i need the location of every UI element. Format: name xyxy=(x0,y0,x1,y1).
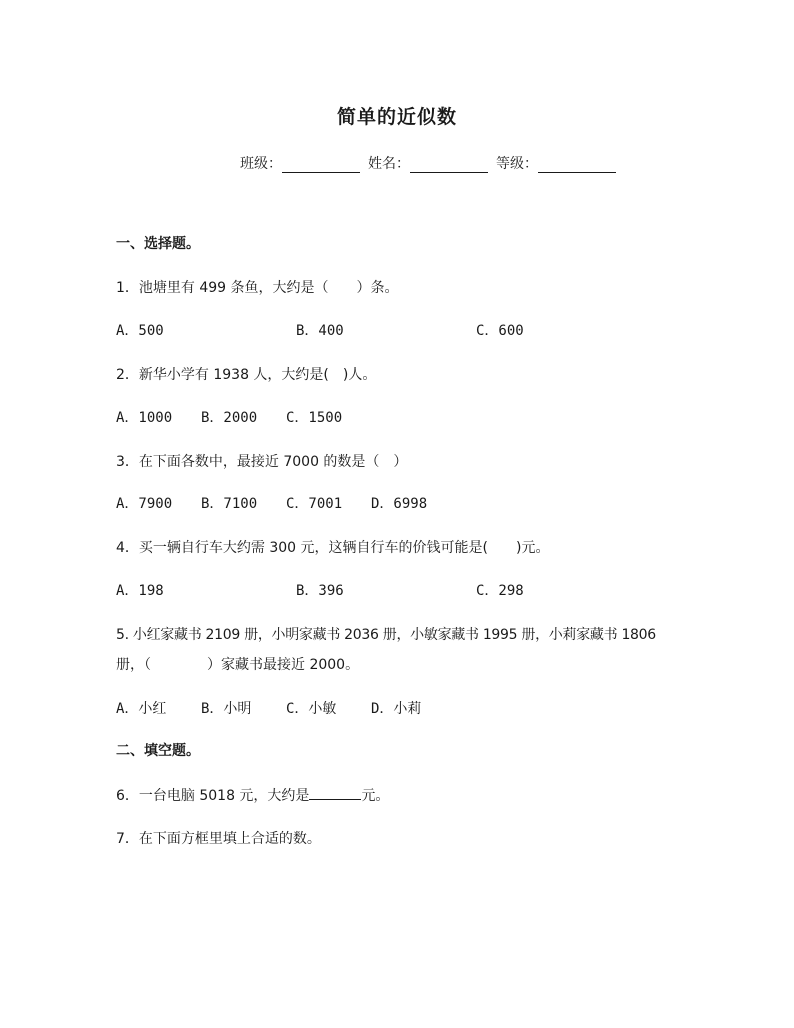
name-label: 姓名： xyxy=(368,156,410,172)
question-1: 1．池塘里有 499 条鱼，大约是（ ）条。 xyxy=(116,280,399,296)
grade-blank[interactable] xyxy=(538,156,616,173)
q5-option-a: A．小红 xyxy=(116,701,167,717)
question-5-line-1: 5. 小红家藏书 2109 册，小明家藏书 2036 册，小敏家藏书 1995 册，小莉家藏书 1806 xyxy=(116,627,656,643)
page-title: 简单的近似数 xyxy=(336,106,457,128)
grade-label: 等级： xyxy=(496,156,538,172)
q1-option-c: C．600 xyxy=(476,323,524,339)
section-choice-heading: 一、选择题。 xyxy=(116,236,200,252)
name-blank[interactable] xyxy=(410,156,488,173)
q5-option-d: D．小莉 xyxy=(371,701,422,717)
class-label: 班级： xyxy=(240,156,282,172)
q1-option-a: A．500 xyxy=(116,323,164,339)
q1-option-b: B．400 xyxy=(296,323,344,339)
q2-option-c: C．1500 xyxy=(286,410,343,426)
q6-suffix: 元。 xyxy=(361,788,390,804)
q3-option-b: B．7100 xyxy=(201,496,258,512)
q4-option-a: A．198 xyxy=(116,583,164,599)
q2-option-b: B．2000 xyxy=(201,410,258,426)
q6-prefix: 6．一台电脑 5018 元，大约是 xyxy=(116,788,310,804)
q4-option-b: B．396 xyxy=(296,583,344,599)
q2-option-a: A．1000 xyxy=(116,410,173,426)
q3-option-a: A．7900 xyxy=(116,496,173,512)
q3-option-c: C．7001 xyxy=(286,496,343,512)
question-6 xyxy=(116,785,389,805)
q4-option-c: C．298 xyxy=(476,583,524,599)
section-fill-heading: 二、填空题。 xyxy=(116,743,200,759)
class-blank[interactable] xyxy=(282,156,360,173)
question-4: 4．买一辆自行车大约需 300 元，这辆自行车的价钱可能是( )元。 xyxy=(116,540,550,556)
question-5-line-2: 册，（ ）家藏书最接近 2000。 xyxy=(116,657,360,673)
question-3: 3．在下面各数中，最接近 7000 的数是（ ） xyxy=(116,454,408,470)
q6-answer-blank[interactable] xyxy=(309,785,361,800)
question-2: 2．新华小学有 1938 人，大约是( )人。 xyxy=(116,367,377,383)
q3-option-d: D．6998 xyxy=(371,496,428,512)
question-7: 7．在下面方框里填上合适的数。 xyxy=(116,831,321,847)
student-info-row xyxy=(240,153,624,173)
q5-option-c: C．小敏 xyxy=(286,701,337,717)
q5-option-b: B．小明 xyxy=(201,701,252,717)
